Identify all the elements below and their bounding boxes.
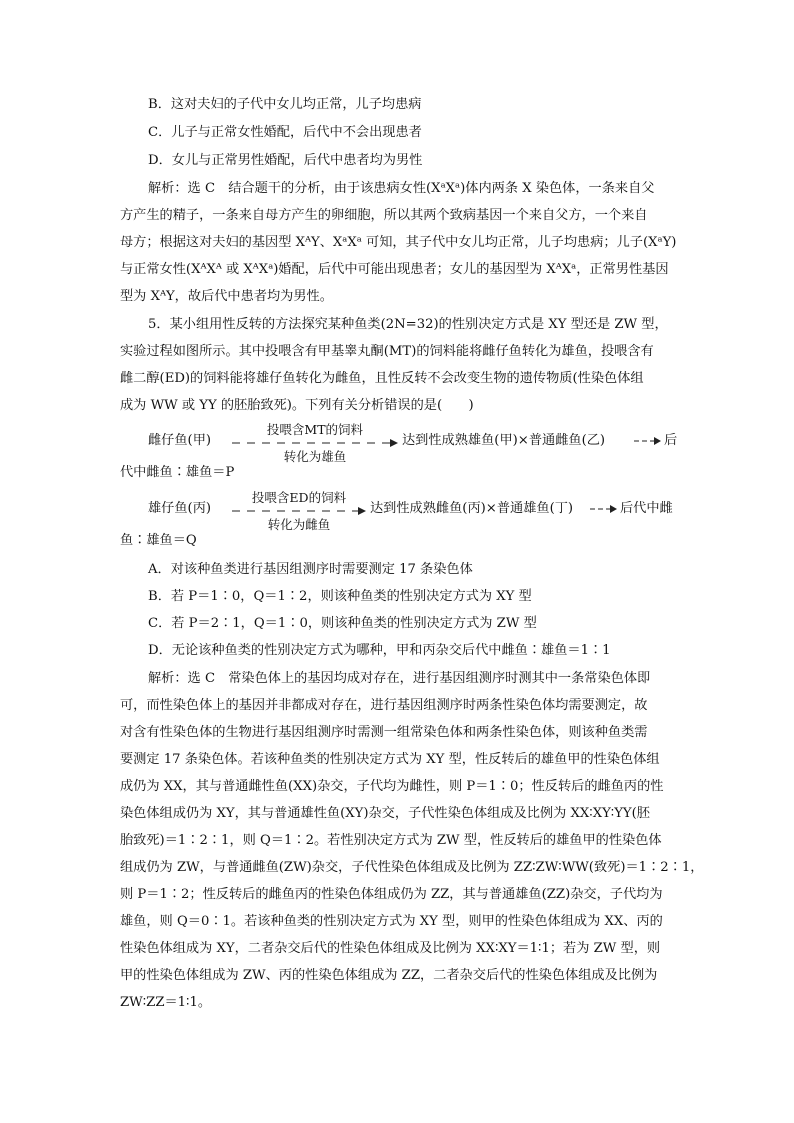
flow1-arrow-bottom-label: 转化为雄鱼 bbox=[283, 449, 347, 464]
option-c-prev: C．儿子与正常女性婚配，后代中不会出现患者 bbox=[148, 125, 422, 140]
option-b-prev: B．这对夫妇的子代中女儿均正常，儿子均患病 bbox=[148, 97, 422, 112]
flow2-end: 达到性成熟雌鱼(丙)×普通雄鱼(丁) bbox=[370, 501, 574, 516]
question5-line: 5．某小组用性反转的方法探究某种鱼类(2N=32)的性别决定方式是 XY 型还是 ZW 型， bbox=[148, 317, 668, 332]
flow2-start: 雄仔鱼(丙) bbox=[148, 501, 212, 516]
arrow-icon bbox=[632, 435, 662, 447]
flow1-start: 雌仔鱼(甲) bbox=[148, 433, 212, 448]
analysis2-line: 则 P＝1∶2；性反转后的雌鱼丙的性染色体组成仍为 ZZ，其与普通雄鱼(ZZ)杂交，子代均为 bbox=[120, 887, 663, 902]
analysis2-line: 雄鱼，则 Q＝0∶1。若该种鱼类的性别决定方式为 XY 型，则甲的性染色体组成为 XX、丙的 bbox=[120, 914, 663, 929]
flow2-tail: 后代中雌 bbox=[620, 501, 673, 516]
analysis2-line: 组成仍为 ZW，与普通雌鱼(ZW)杂交，子代性染色体组成及比例为 ZZ∶ZW∶WW(致死)＝1∶2∶1， bbox=[120, 860, 704, 875]
flow1-tail: 后 bbox=[664, 433, 678, 448]
dashed-arrow-icon bbox=[230, 437, 400, 449]
analysis1-line: 解析：选 C 结合题干的分析，由于该患病女性(XᵃXᵃ)体内两条 X 染色体，一条来自父 bbox=[148, 181, 655, 196]
analysis1-line: 方产生的精子，一条来自母方产生的卵细胞，所以其两个致病基因一个来自父方，一个来自 bbox=[120, 208, 648, 223]
analysis2-line: 性染色体组成为 XY，二者杂交后代的性染色体组成及比例为 XX∶XY＝1∶1；若为 ZW 型，则 bbox=[120, 941, 661, 956]
analysis2-line: 染色体组成仍为 XY，其与普通雄性鱼(XY)杂交，子代性染色体组成及比例为 XX∶XY∶YY(胚 bbox=[120, 806, 650, 821]
option-d-prev: D．女儿与正常男性婚配，后代中患者均为男性 bbox=[148, 153, 423, 168]
option5-c: C．若 P＝2∶1，Q＝1∶0，则该种鱼类的性别决定方式为 ZW 型 bbox=[148, 616, 537, 631]
analysis2-line: 甲的性染色体组成为 ZW、丙的性染色体组成为 ZZ，二者杂交后代的性染色体组成及比例为 bbox=[120, 968, 658, 983]
dashed-arrow-icon bbox=[230, 505, 368, 517]
flow2-arrow-bottom-label: 转化为雌鱼 bbox=[267, 517, 331, 532]
flow1-arrow-top-label: 投喂含MT的饲料 bbox=[266, 422, 364, 437]
arrow-icon bbox=[588, 503, 618, 515]
option5-a: A．对该种鱼类进行基因组测序时需要测定 17 条染色体 bbox=[148, 562, 473, 577]
flow2-arrow-top-label: 投喂含ED的饲料 bbox=[251, 490, 347, 505]
question5-line: 成为 WW 或 YY 的胚胎致死)。下列有关分析错误的是( ) bbox=[120, 398, 474, 413]
flow2-line2: 鱼∶雄鱼＝Q bbox=[120, 533, 197, 548]
analysis1-line: 型为 XᴬY，故后代中患者均为男性。 bbox=[120, 289, 333, 304]
question5-line: 雌二醇(ED)的饲料能将雄仔鱼转化为雌鱼，且性反转不会改变生物的遗传物质(性染色体组 bbox=[120, 371, 644, 386]
analysis2-line: 成仍为 XX，其与普通雌性鱼(XX)杂交，子代均为雌性，则 P＝1∶0；性反转后的雌鱼丙的性 bbox=[120, 779, 664, 794]
analysis2-line: 可，而性染色体上的基因并非都成对存在，进行基因组测序时两条性染色体均需要测定，故 bbox=[120, 698, 648, 713]
option5-b: B．若 P＝1∶0，Q＝1∶2，则该种鱼类的性别决定方式为 XY 型 bbox=[148, 589, 532, 604]
flow1-end: 达到性成熟雄鱼(甲)×普通雌鱼(乙) bbox=[402, 433, 606, 448]
analysis2-line: 对含有性染色体的生物进行基因组测序时需测一组常染色体和两条性染色体，则该种鱼类需 bbox=[120, 725, 648, 740]
analysis2-line: 胎致死)＝1∶2∶1，则 Q＝1∶2。若性别决定方式为 ZW 型，性反转后的雄鱼甲的性染色体 bbox=[120, 833, 662, 848]
flow2-arrow bbox=[230, 490, 368, 532]
question5-line: 实验过程如图所示。其中投喂含有甲基睾丸酮(MT)的饲料能将雌仔鱼转化为雄鱼，投喂含有 bbox=[120, 344, 654, 359]
analysis2-line: ZW∶ZZ＝1∶1。 bbox=[120, 995, 212, 1010]
analysis1-line: 母方；根据这对夫妇的基因型 XᴬY、XᵃXᵃ 可知，其子代中女儿均正常，儿子均患病；儿子(XᵃY) bbox=[120, 235, 677, 250]
analysis2-line: 要测定 17 条染色体。若该种鱼类的性别决定方式为 XY 型，性反转后的雄鱼甲的性染色体组 bbox=[120, 752, 660, 767]
analysis1-line: 与正常女性(XᴬXᴬ 或 XᴬXᵃ)婚配，后代中可能出现患者；女儿的基因型为 XᴬXᵃ，正常男性基因 bbox=[120, 262, 669, 277]
flow1-arrow bbox=[230, 422, 400, 464]
analysis2-line: 解析：选 C 常染色体上的基因均成对存在，进行基因组测序时测其中一条常染色体即 bbox=[148, 671, 651, 686]
flow1-line2: 代中雌鱼∶雄鱼＝P bbox=[120, 465, 235, 480]
option5-d: D．无论该种鱼类的性别决定方式为哪种，甲和丙杂交后代中雌鱼∶雄鱼＝1∶1 bbox=[148, 643, 611, 658]
